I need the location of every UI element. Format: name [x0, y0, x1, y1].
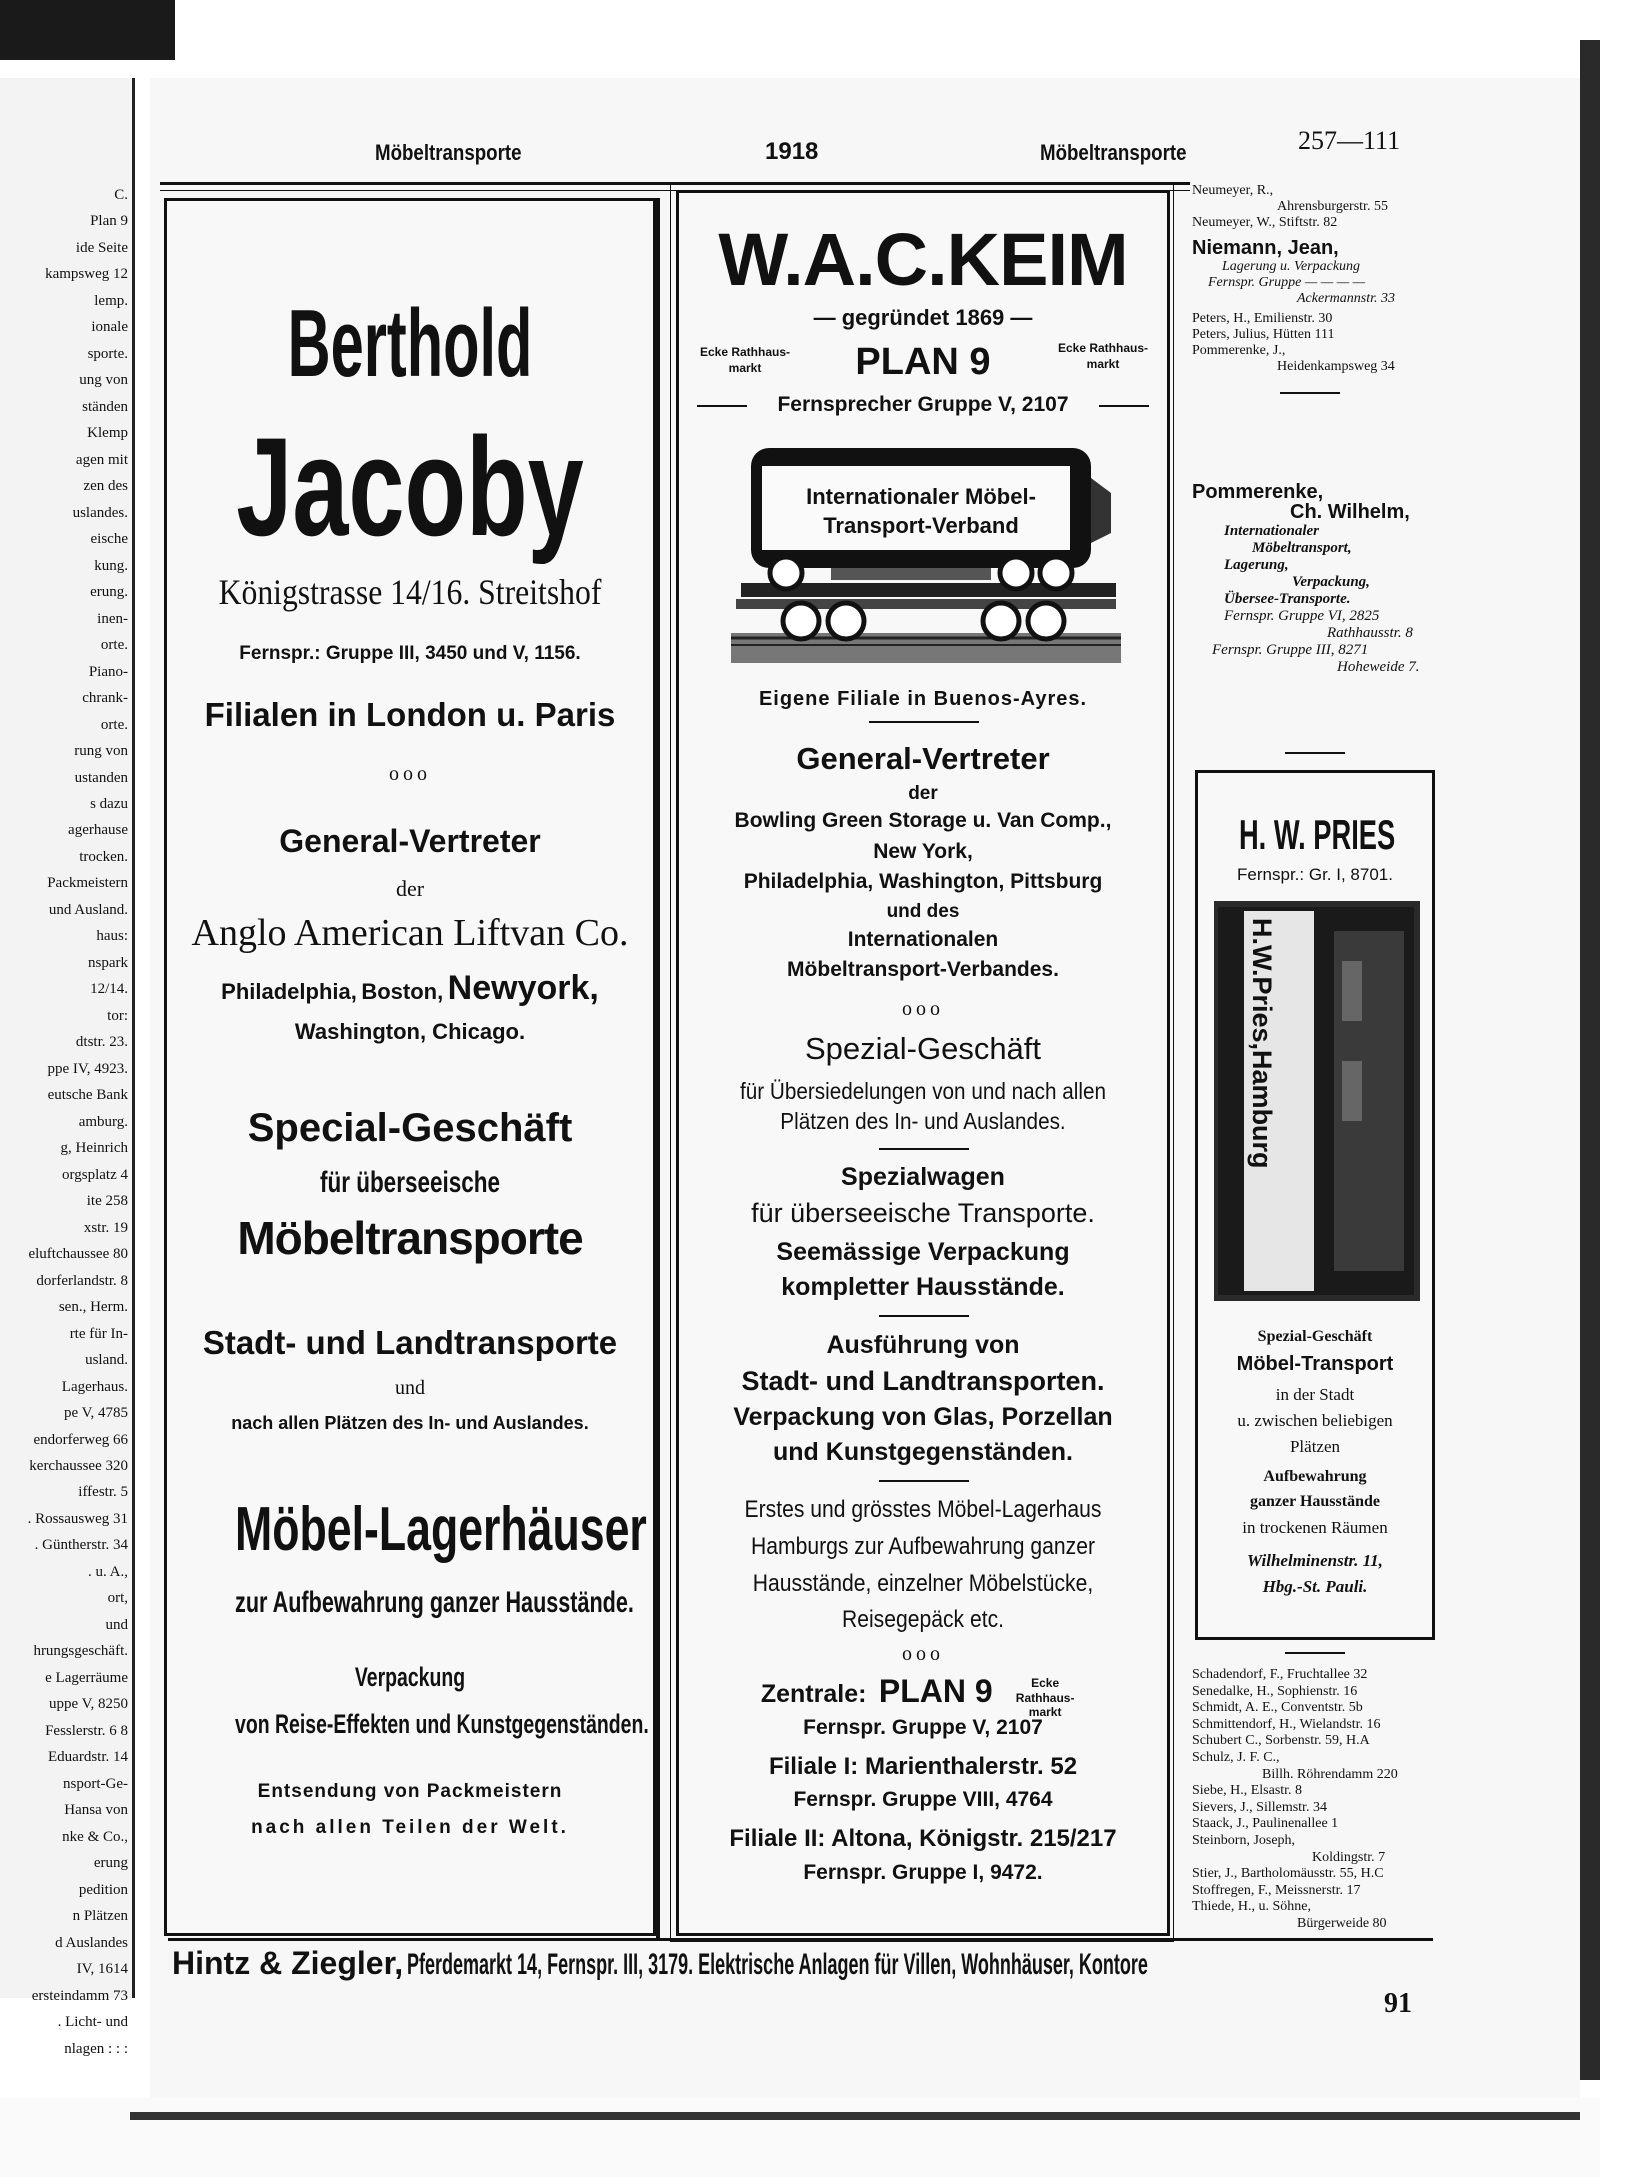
prev-page-line: orte.	[100, 716, 128, 733]
prev-page-line: und	[105, 1616, 128, 1633]
prev-page-line: iffestr. 5	[78, 1484, 128, 1501]
jacoby-company: Anglo American Liftvan Co.	[191, 912, 629, 954]
prev-page-line: xstr. 19	[83, 1219, 128, 1236]
prev-page-line: . Güntherstr. 34	[34, 1537, 128, 1554]
directory-entry: Fernspr. Gruppe VI, 2825	[1224, 608, 1380, 624]
prev-page-line: pedition	[78, 1881, 128, 1898]
keim-first3: Hausstände, einzelner Möbelstücke,	[752, 1570, 1094, 1597]
keim-der: der	[908, 783, 938, 804]
pommerenke-name1: Pommerenke,	[1192, 481, 1324, 503]
directory-entry: Peters, H., Emilienstr. 30	[1192, 311, 1333, 326]
directory-entry: Rathhausstr. 8	[1327, 625, 1413, 641]
jacoby-city-newyork: Newyork,	[447, 969, 599, 1007]
pries-phone: Fernspr.: Gr. I, 8701.	[1237, 865, 1393, 884]
prev-page-line: e Lagerräume	[45, 1669, 128, 1686]
keim-f1: Filiale I: Marienthalerstr. 52	[768, 1753, 1078, 1780]
directory-entry: Peters, Julius, Hütten 111	[1192, 327, 1335, 342]
prev-page-line: orgsplatz 4	[62, 1166, 128, 1183]
prev-page-line: Piano-	[88, 663, 128, 680]
jacoby-packing2: von Reise-Effekten und Kunstgegenständen.	[235, 1709, 649, 1739]
prev-page-line: sen., Herm.	[58, 1299, 128, 1316]
prev-page-line: dorferlandstr. 8	[36, 1272, 128, 1289]
keim-first4: Reisegepäck etc.	[841, 1606, 1005, 1633]
pries-l8: in trockenen Räumen	[1242, 1518, 1388, 1537]
footer-company: Hintz & Ziegler,	[172, 1945, 404, 1981]
pries-van-text: H.W.Pries,Hamburg	[1247, 918, 1277, 1169]
keim-wagen4: kompletter Hausstände.	[781, 1273, 1065, 1301]
keim-wagen1: Spezialwagen	[841, 1163, 1005, 1191]
prev-page-line: erung.	[90, 584, 128, 601]
jacoby-transport2: nach allen Plätzen des In- und Auslandes.	[231, 1413, 589, 1433]
prev-page-line: Klemp	[87, 425, 128, 442]
directory-entry: Schadendorf, F., Fruchtallee 32	[1192, 1667, 1368, 1682]
prev-page-line: kampsweg 12	[45, 266, 128, 283]
keim-dots2: ooo	[902, 1643, 944, 1665]
previous-page-fragment	[0, 78, 135, 2057]
prev-page-line: uslandes.	[72, 504, 128, 521]
scan-edge-top	[0, 0, 175, 60]
directory-entry: Staack, J., Paulinenallee 1	[1192, 1816, 1339, 1832]
pries-van-image	[1214, 901, 1420, 1301]
jacoby-transport1: Stadt- und Landtransporte	[202, 1324, 618, 1361]
prev-page-line: nspark	[88, 954, 128, 971]
prev-page-line: n Plätzen	[72, 1908, 128, 1925]
keim-exec3: Verpackung von Glas, Porzellan	[733, 1403, 1113, 1431]
directory-entry: Pommerenke, J.,	[1192, 343, 1286, 358]
prev-page-line: Lagerhaus.	[61, 1378, 128, 1395]
prev-page-line: lemp.	[94, 292, 128, 309]
footer-rule	[168, 1938, 1433, 1941]
prev-page-line: rte für In-	[69, 1325, 128, 1342]
keim-name: W.A.C.KEIM	[718, 218, 1128, 301]
jacoby-phone: Fernspr.: Gruppe III, 3450 und V, 1156.	[239, 643, 581, 664]
prev-page-line: sporte.	[87, 345, 128, 362]
directory-entry: Schmittendorf, H., Wielandstr. 16	[1192, 1716, 1381, 1732]
right-rule-2	[1285, 752, 1345, 754]
jacoby-send2: nach allen Teilen der Welt.	[251, 1817, 569, 1838]
prev-page-line: zen des	[83, 478, 128, 495]
directory-entry: Stier, J., Bartholomäusstr. 55, H.C	[1192, 1866, 1384, 1882]
keim-central-plan: PLAN 9	[878, 1673, 993, 1709]
keim-agent: General-Vertreter	[796, 741, 1050, 776]
keim-spezial3: Plätzen des In- und Auslandes.	[780, 1108, 1066, 1134]
keim-spezial2: für Übersiedelungen von und nach allen	[740, 1078, 1106, 1104]
directory-entry: Schubert C., Sorbenstr. 59, H.A	[1192, 1733, 1370, 1749]
jacoby-special3: Möbeltransporte	[237, 1212, 583, 1264]
niemann-name: Niemann, Jean,	[1192, 237, 1339, 259]
prev-page-line: ung von	[79, 372, 128, 389]
header-left: Möbeltransporte	[375, 140, 522, 165]
directory-entry: Steinborn, Joseph,	[1192, 1833, 1296, 1848]
pries-l3: in der Stadt	[1275, 1385, 1355, 1404]
keim-wagen3: Seemässige Verpackung	[776, 1238, 1070, 1266]
header-year: 1918	[765, 138, 819, 165]
pries-l2: Möbel-Transport	[1236, 1353, 1394, 1375]
jacoby-storage: Möbel-Lagerhäuser	[235, 1495, 647, 1564]
keim-company: Bowling Green Storage u. Van Comp.,	[734, 809, 1112, 832]
pries-l4: u. zwischen beliebigen	[1237, 1411, 1393, 1430]
ad-jacoby	[164, 198, 656, 1936]
prev-page-line: erung	[93, 1855, 128, 1872]
keim-exec4: und Kunstgegenständen.	[773, 1438, 1073, 1466]
keim-f1-phone: Fernspr. Gruppe VIII, 4764	[793, 1788, 1053, 1811]
pries-l6: Aufbewahrung	[1263, 1468, 1367, 1485]
directory-entry: Koldingstr. 7	[1312, 1849, 1386, 1865]
prev-page-line: tor:	[107, 1007, 128, 1024]
prev-page-line: amburg.	[78, 1113, 128, 1130]
keim-central-corner: Ecke Rathhaus-markt	[1015, 1676, 1075, 1719]
jacoby-city-boston: Boston,	[361, 979, 444, 1004]
directory-entry: Sievers, J., Sillemstr. 34	[1192, 1799, 1327, 1815]
directory-entry: Stoffregen, F., Meissnerstr. 17	[1192, 1882, 1361, 1898]
keim-plan: PLAN 9	[855, 341, 991, 383]
keim-corner-right: Ecke Rathhaus-markt	[1057, 341, 1149, 371]
prev-page-line: chrank-	[82, 690, 128, 707]
prev-page-line: Hansa von	[64, 1802, 128, 1819]
prev-page-line: inen-	[97, 610, 128, 627]
prev-page-line: eutsche Bank	[47, 1087, 128, 1104]
prev-page-line: nlagen : : :	[64, 2040, 128, 2057]
keim-spezial: Spezial-Geschäft	[804, 1031, 1042, 1066]
pries-l9: Wilhelminenstr. 11,	[1247, 1551, 1383, 1570]
jacoby-branches: Filialen in London u. Paris	[204, 696, 616, 733]
directory-entry: Fernspr. Gruppe III, 8271	[1212, 642, 1369, 658]
prev-page-line: g, Heinrich	[60, 1140, 128, 1157]
directory-entry: Siebe, H., Elsastr. 8	[1192, 1783, 1303, 1799]
prev-page-line: usland.	[85, 1352, 128, 1369]
prev-page-line: orte.	[100, 637, 128, 654]
keim-founded: — gegründet 1869 —	[813, 305, 1033, 330]
directory-entry: Schmidt, A. E., Conventstr. 5b	[1192, 1700, 1363, 1716]
directory-entry: Thiede, H., u. Söhne,	[1192, 1899, 1311, 1915]
jacoby-dots: ooo	[389, 763, 431, 785]
keim-verband: Möbeltransport-Verbandes.	[787, 958, 1059, 981]
prev-page-line: eische	[90, 531, 128, 548]
prev-page-line: und Ausland.	[48, 901, 128, 918]
footer-line	[172, 1945, 1642, 1982]
keim-exec2: Stadt- und Landtransporten.	[741, 1366, 1105, 1396]
keim-f2-phone: Fernspr. Gruppe I, 9472.	[803, 1861, 1043, 1884]
prev-page-line: ppe IV, 4923.	[47, 1060, 128, 1077]
header-page-ref: 257—111	[1298, 126, 1401, 155]
jacoby-address: Königstrasse 14/16. Streitshof	[218, 572, 602, 612]
jacoby-der: der	[395, 876, 425, 901]
directory-entry: Senedalke, H., Sophienstr. 16	[1192, 1683, 1358, 1699]
jacoby-und: und	[395, 1377, 425, 1399]
keim-truck-label: Internationaler Möbel-Transport-Verband	[806, 484, 1036, 538]
prev-page-line: nsport-Ge-	[63, 1775, 128, 1792]
jacoby-special2: für überseeische	[319, 1166, 501, 1199]
prev-page-line: Eduardstr. 14	[48, 1749, 128, 1766]
prev-page-line: . Licht- und	[57, 2014, 128, 2031]
pries-l7: ganzer Hausstände	[1250, 1493, 1380, 1510]
directory-entry: Ahrensburgerstr. 55	[1277, 199, 1388, 214]
keim-first1: Erstes und grösstes Möbel-Lagerhaus	[744, 1496, 1102, 1523]
prev-page-line: uppe V, 8250	[48, 1696, 128, 1713]
footer-page-number: 91	[1384, 1988, 1412, 2019]
prev-page-line: ersteindamm 73	[31, 1987, 128, 2004]
prev-page-line: ionale	[91, 319, 128, 336]
directory-entry: Internationaler	[1224, 523, 1320, 539]
pries-l1: Spezial-Geschäft	[1257, 1328, 1373, 1345]
prev-page-line: ort,	[107, 1590, 128, 1607]
prev-page-line: Plan 9	[90, 213, 128, 230]
scan-edge-bottom	[0, 2098, 1600, 2177]
pries-name: H. W. PRIES	[1238, 811, 1396, 858]
right-rule-1	[1280, 392, 1340, 394]
directory-entry: Schulz, J. F. C.,	[1192, 1750, 1280, 1765]
prev-page-line: Packmeistern	[47, 875, 128, 892]
prev-page-line: haus:	[96, 928, 128, 945]
prev-page-line: nke & Co.,	[62, 1828, 128, 1845]
prev-page-line: hrungsgeschäft.	[33, 1643, 128, 1660]
jacoby-storage-sub: zur Aufbewahrung ganzer Hausstände.	[235, 1586, 634, 1619]
jacoby-city-philadelphia: Philadelphia,	[221, 979, 357, 1004]
prev-page-line: C.	[114, 187, 128, 203]
prev-page-line: trocken.	[79, 848, 128, 865]
jacoby-cities2: Washington, Chicago.	[294, 1019, 526, 1044]
directory-entry: Neumeyer, R.,	[1192, 183, 1274, 198]
prev-page-line: eluftchaussee 80	[28, 1246, 128, 1263]
prev-page-line: endorferweg 66	[33, 1431, 128, 1448]
prev-page-line: ständen	[82, 398, 128, 415]
jacoby-send1: Entsendung von Packmeistern	[257, 1781, 563, 1802]
jacoby-special1: Special-Geschäft	[247, 1106, 573, 1150]
jacoby-cities1	[167, 969, 653, 1008]
pries-l5: Plätzen	[1289, 1437, 1341, 1456]
prev-page-line: ite 258	[86, 1193, 128, 1210]
ad-pries	[1195, 770, 1435, 1640]
prev-page-line: kung.	[94, 557, 128, 574]
keim-phone: Fernsprecher Gruppe V, 2107	[777, 393, 1069, 416]
keim-central-phone: Fernspr. Gruppe V, 2107	[803, 1716, 1043, 1739]
prev-page-line: . Rossausweg 31	[27, 1510, 128, 1527]
directory-entry: Bürgerweide 80	[1297, 1916, 1387, 1931]
directory-entry: Lagerung,	[1224, 557, 1289, 573]
keim-first2: Hamburgs zur Aufbewahrung ganzer	[751, 1533, 1095, 1560]
directory-entry: Fernspr. Gruppe — — — —	[1208, 275, 1366, 290]
prev-page-line: agen mit	[75, 451, 128, 468]
keim-central: Zentrale:	[760, 1680, 867, 1708]
prev-page-line: 12/14.	[90, 981, 128, 998]
keim-und-des: und des	[886, 901, 960, 922]
prev-page-line: d Auslandes	[55, 1934, 128, 1951]
header-right: Möbeltransporte	[1040, 140, 1187, 165]
directory-entry: Neumeyer, W., Stiftstr. 82	[1192, 215, 1338, 230]
prev-page-line: pe V, 4785	[63, 1405, 128, 1422]
moving-van-icon	[1214, 901, 1420, 1301]
keim-f2: Filiale II: Altona, Königstr. 215/217	[729, 1825, 1117, 1852]
directory-entry: Ackermannstr. 33	[1297, 291, 1395, 306]
prev-page-line: IV, 1614	[76, 1961, 128, 1978]
right-rule-3	[1285, 1652, 1345, 1654]
jacoby-packing1: Verpackung	[354, 1662, 466, 1692]
pommerenke-name2: Ch. Wilhelm,	[1290, 501, 1410, 523]
scan-edge-bottom-line	[130, 2112, 1580, 2120]
jacoby-name2: Jacoby	[236, 408, 584, 565]
footer-text: Pferdemarkt 14, Fernspr. III, 3179. Elektrische Anlagen für Villen, Wohnhäuser, Kontore	[407, 1948, 1149, 1981]
keim-corner-left: Ecke Rathhaus-markt	[699, 345, 791, 375]
keim-box-outer	[670, 184, 1174, 1942]
directory-entry: Möbeltransport,	[1252, 540, 1352, 556]
keim-branch-ba: Eigene Filiale in Buenos-Ayres.	[758, 688, 1088, 710]
directory-entry: Hoheweide 7.	[1337, 659, 1420, 675]
prev-page-line: rung von	[74, 743, 128, 760]
directory-entry: Übersee-Transporte.	[1224, 591, 1351, 607]
prev-page-line: kerchaussee 320	[29, 1457, 128, 1474]
directory-entry: Verpackung,	[1292, 574, 1370, 590]
keim-intl: Internationalen	[847, 928, 999, 951]
pries-l10: Hbg.-St. Pauli.	[1262, 1577, 1368, 1596]
scan-edge-right	[1580, 40, 1600, 2080]
prev-page-line: s dazu	[90, 796, 128, 812]
keim-exec1: Ausführung von	[826, 1331, 1020, 1359]
jacoby-agent: General-Vertreter	[279, 823, 541, 859]
jacoby-box-shadow	[656, 198, 660, 1940]
keim-wagen2: für überseeische Transporte.	[751, 1198, 1095, 1228]
keim-dots: ooo	[902, 998, 944, 1020]
prev-page-line: ustanden	[74, 769, 128, 786]
jacoby-name1: Berthold	[287, 290, 533, 397]
keim-city1: New York,	[873, 840, 973, 863]
prev-page-line: . u. A.,	[87, 1563, 128, 1580]
directory-entry: Lagerung u. Verpackung	[1222, 259, 1361, 274]
prev-page-line: Fesslerstr. 6 8	[45, 1722, 128, 1739]
directory-entry: Billh. Röhrendamm 220	[1262, 1766, 1398, 1782]
directory-entry: Heidenkampsweg 34	[1277, 359, 1395, 374]
keim-city2: Philadelphia, Washington, Pittsburg	[743, 870, 1103, 893]
prev-page-line: ide Seite	[75, 239, 128, 256]
prev-page-line: agerhause	[68, 822, 128, 839]
prev-page-line: dtstr. 23.	[75, 1034, 128, 1051]
